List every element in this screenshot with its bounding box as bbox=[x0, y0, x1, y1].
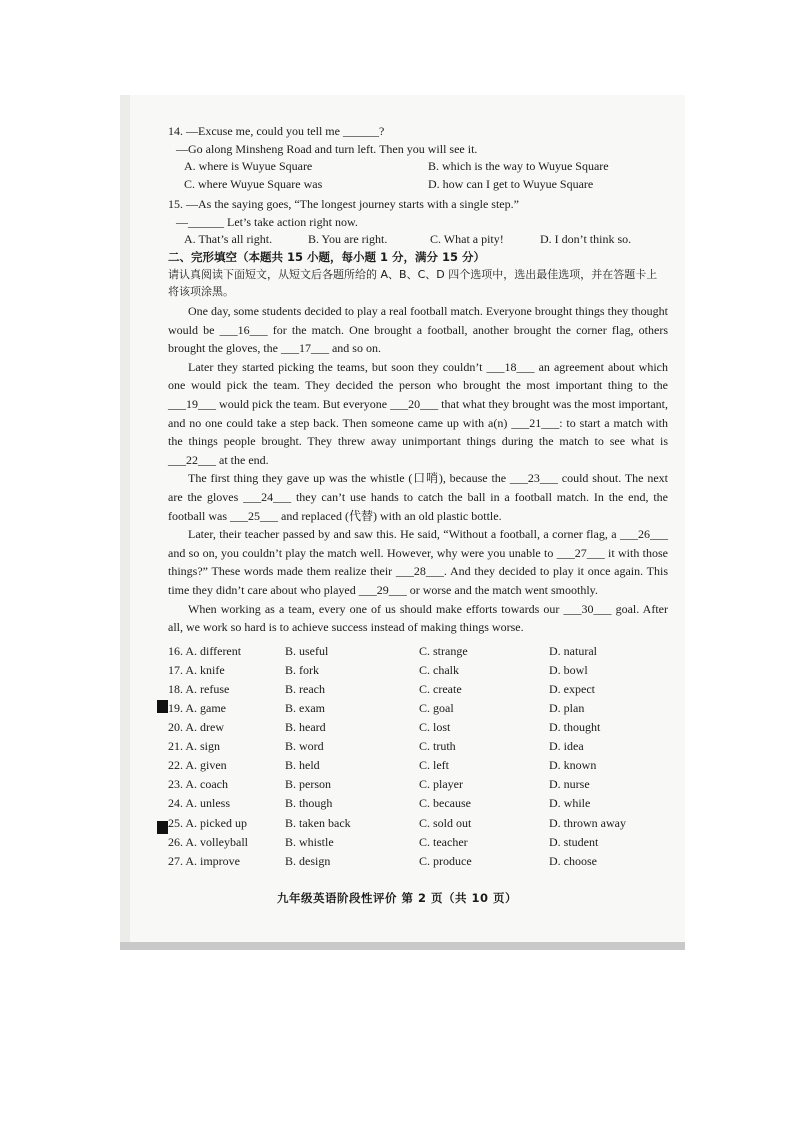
option-b: B. though bbox=[285, 796, 333, 811]
option-d: D. expect bbox=[549, 681, 595, 696]
option-b: B. person bbox=[285, 777, 331, 792]
option-b: B. held bbox=[285, 758, 320, 773]
option-b: B. taken back bbox=[285, 815, 351, 830]
question-15-stem: 15. —As the saying goes, “The longest journey starts with a single step.” bbox=[168, 197, 519, 211]
question-15-reply: —______ Let’s take action right now. bbox=[176, 215, 358, 229]
option-b: B. whistle bbox=[285, 834, 334, 849]
exam-content bbox=[168, 122, 668, 871]
option-a: 23. A. coach bbox=[168, 777, 228, 792]
question-14-stem: 14. —Excuse me, could you tell me ______? bbox=[168, 124, 385, 138]
option-b: B. design bbox=[285, 853, 331, 868]
option-c: C. player bbox=[419, 777, 463, 792]
option-b: B. heard bbox=[285, 720, 326, 735]
option-d: D. idea bbox=[549, 739, 584, 754]
question-14-reply: —Go along Minsheng Road and turn left. Then you will see it. bbox=[176, 142, 478, 156]
option-b: B. exam bbox=[285, 700, 325, 715]
options-row-25 bbox=[168, 814, 668, 833]
passage-paragraph-3: The first thing they gave up was the whistle (口哨), because the ___23___ could shout. The next are the gloves ___24___ they can’t use hands to catch the ball in a football match. In the end, the football was ___25___ and replaced (代替) with an old plastic bottle. bbox=[168, 471, 668, 523]
option-d: D. plan bbox=[549, 700, 585, 715]
option-a: 25. A. picked up bbox=[168, 815, 247, 830]
option-15d: D. I don’t think so. bbox=[540, 232, 632, 246]
option-c: C. goal bbox=[419, 700, 454, 715]
option-a: 26. A. volleyball bbox=[168, 834, 248, 849]
options-row-26 bbox=[168, 833, 668, 852]
options-row-23 bbox=[168, 775, 668, 794]
page-footer: 九年级英语阶段性评价 第 2 页（共 10 页） bbox=[276, 891, 518, 905]
option-b: B. fork bbox=[285, 662, 319, 677]
option-a: 17. A. knife bbox=[168, 662, 225, 677]
options-row-17 bbox=[168, 661, 668, 680]
options-row-20 bbox=[168, 718, 668, 737]
question-14-options-row2 bbox=[168, 175, 668, 193]
option-c: C. because bbox=[419, 796, 471, 811]
options-row-27 bbox=[168, 852, 668, 871]
options-row-18 bbox=[168, 680, 668, 699]
options-row-21 bbox=[168, 737, 668, 756]
option-d: D. thrown away bbox=[549, 815, 626, 830]
option-c: C. left bbox=[419, 758, 449, 773]
option-c: C. chalk bbox=[419, 662, 459, 677]
option-b: B. reach bbox=[285, 681, 325, 696]
option-c: C. strange bbox=[419, 643, 468, 658]
option-d: D. nurse bbox=[549, 777, 590, 792]
option-d: D. choose bbox=[549, 853, 597, 868]
options-row-16 bbox=[168, 642, 668, 661]
timing-mark bbox=[157, 821, 168, 834]
section-2-title: 二、完形填空（本题共 15 小题，每小题 1 分，满分 15 分） bbox=[168, 250, 486, 264]
option-15c: C. What a pity! bbox=[430, 232, 504, 246]
option-c: C. sold out bbox=[419, 815, 472, 830]
option-b: B. word bbox=[285, 739, 324, 754]
timing-mark bbox=[157, 700, 168, 713]
option-14d: D. how can I get to Wuyue Square bbox=[428, 177, 594, 191]
option-d: D. thought bbox=[549, 720, 601, 735]
section-2-instruction: 请认真阅读下面短文，从短文后各题所给的 A、B、C、D 四个选项中，选出最佳选项，并在答题卡上将该项涂黑。 bbox=[168, 268, 658, 298]
option-a: 16. A. different bbox=[168, 643, 242, 658]
option-a: 22. A. given bbox=[168, 758, 227, 773]
option-a: 24. A. unless bbox=[168, 796, 231, 811]
option-14b: B. which is the way to Wuyue Square bbox=[428, 159, 609, 173]
scan-bottom-edge bbox=[120, 942, 685, 950]
cloze-options-table bbox=[168, 642, 668, 871]
option-c: C. produce bbox=[419, 853, 472, 868]
option-a: 18. A. refuse bbox=[168, 681, 230, 696]
paper-edge-shadow bbox=[120, 95, 130, 950]
option-a: 19. A. game bbox=[168, 700, 226, 715]
option-c: C. lost bbox=[419, 720, 451, 735]
option-14c: C. where Wuyue Square was bbox=[184, 177, 323, 191]
option-d: D. while bbox=[549, 796, 591, 811]
option-d: D. student bbox=[549, 834, 599, 849]
options-row-24 bbox=[168, 794, 668, 813]
option-d: D. known bbox=[549, 758, 597, 773]
passage-paragraph-1: One day, some students decided to play a real football match. Everyone brought things they thought would be ___16___ for the match. One brought a football, another brought the corner flag, others brought the gloves, the ___17___ and so on. bbox=[168, 304, 668, 356]
option-a: 21. A. sign bbox=[168, 739, 221, 754]
question-14-options-row1 bbox=[168, 157, 668, 175]
passage-paragraph-4: Later, their teacher passed by and saw this. He said, “Without a football, a corner flag, a ___26___ and so on, you couldn’t play the match well. However, why were you unable to ___27___ it with those things?” These words made them realize their ___28___. And they decided to play it once again. This time they didn’t care about who played ___29___ or worse and the match went smoothly. bbox=[168, 527, 668, 597]
option-15b: B. You are right. bbox=[308, 232, 388, 246]
option-15a: A. That’s all right. bbox=[184, 232, 273, 246]
option-c: C. create bbox=[419, 681, 462, 696]
option-14a: A. where is Wuyue Square bbox=[184, 159, 313, 173]
passage-paragraph-5: When working as a team, every one of us should make efforts towards our ___30___ goal. After all, we work so hard is to achieve success instead of making things worse. bbox=[168, 601, 668, 635]
option-a: 27. A. improve bbox=[168, 853, 240, 868]
option-c: C. teacher bbox=[419, 834, 468, 849]
options-row-22 bbox=[168, 756, 668, 775]
option-d: D. natural bbox=[549, 643, 597, 658]
option-a: 20. A. drew bbox=[168, 720, 224, 735]
passage-paragraph-2: Later they started picking the teams, but soon they couldn’t ___18___ an agreement about which one would pick the team. They decided the person who brought the most important thing to the ___19___ would pick the team. But everyone ___20___ that what they brought was the most important, and no one could take a step back. Then someone came up with a(n) ___21___: to start a match with the things people brought. They threw away unimportant things during the match to see what is ___22___ at the end. bbox=[168, 359, 668, 467]
question-15-options bbox=[168, 230, 668, 248]
options-row-19 bbox=[168, 699, 668, 718]
option-b: B. useful bbox=[285, 643, 329, 658]
option-c: C. truth bbox=[419, 739, 456, 754]
option-d: D. bowl bbox=[549, 662, 588, 677]
